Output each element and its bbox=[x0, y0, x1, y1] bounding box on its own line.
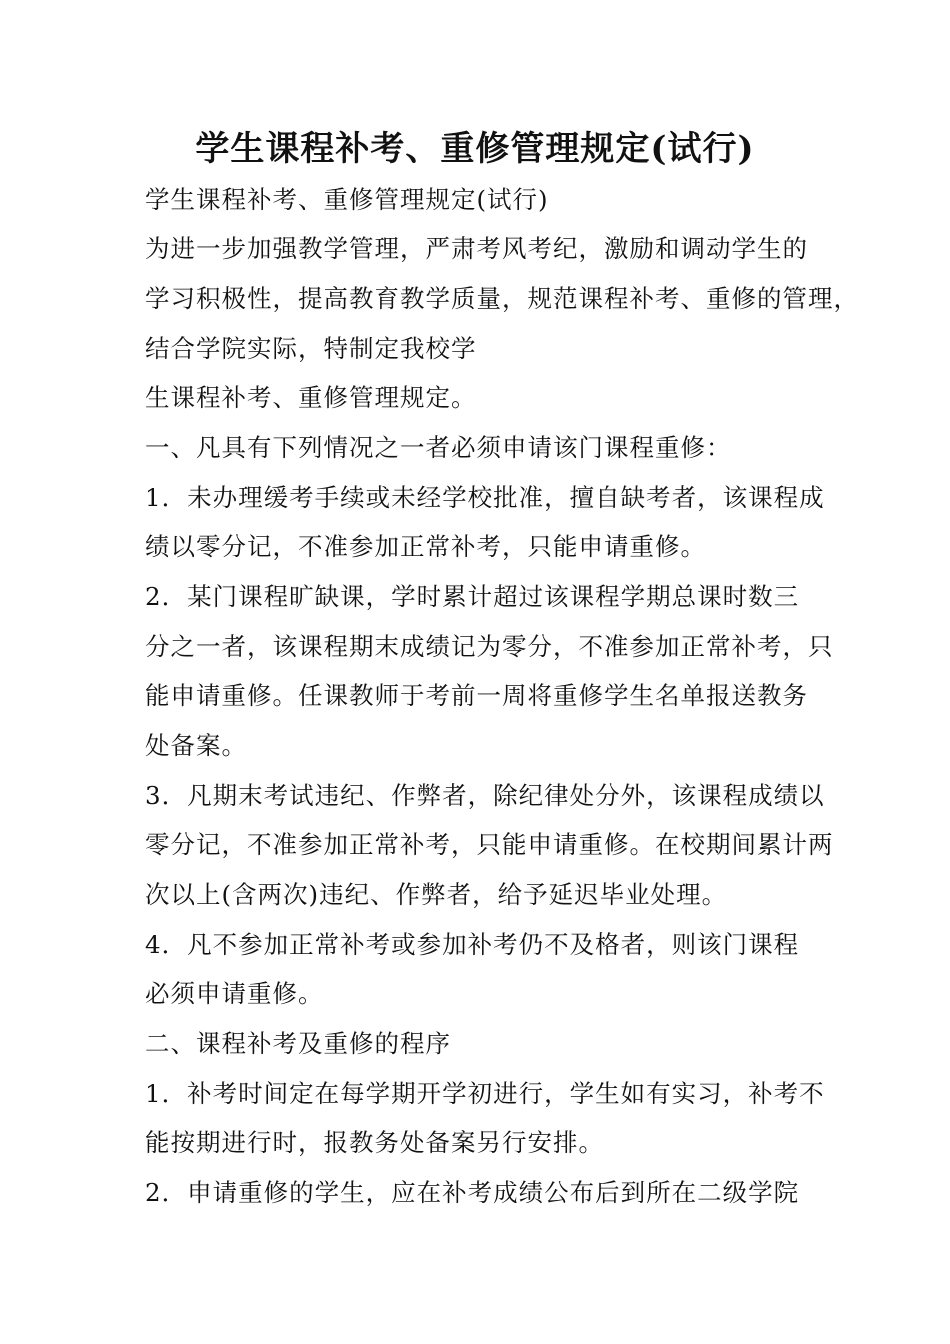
section-heading: 一、凡具有下列情况之一者必须申请该门课程重修： bbox=[145, 433, 732, 462]
text-line: 必须申请重修。 bbox=[145, 979, 324, 1008]
text-line: 为进一步加强教学管理，严肃考风考纪，激励和调动学生的 bbox=[145, 234, 808, 263]
text-line: 处备案。 bbox=[145, 731, 247, 760]
document-title: 学生课程补考、重修管理规定(试行) bbox=[195, 129, 755, 169]
text-line: 零分记，不准参加正常补考，只能申请重修。在校期间累计两 bbox=[145, 830, 834, 859]
list-item: 1．补考时间定在每学期开学初进行，学生如有实习，补考不 bbox=[145, 1079, 825, 1108]
text-line: 学生课程补考、重修管理规定(试行) bbox=[145, 185, 549, 214]
text-line: 绩以零分记，不准参加正常补考，只能申请重修。 bbox=[145, 532, 706, 561]
list-item: 2．某门课程旷缺课，学时累计超过该课程学期总课时数三 bbox=[145, 582, 800, 611]
text-line: 结合学院实际，特制定我校学 bbox=[145, 334, 477, 363]
list-item: 4．凡不参加正常补考或参加补考仍不及格者，则该门课程 bbox=[145, 930, 800, 959]
text-line: 生课程补考、重修管理规定。 bbox=[145, 383, 477, 412]
list-item: 1．未办理缓考手续或未经学校批准，擅自缺考者，该课程成 bbox=[145, 483, 825, 512]
text-line: 学习积极性，提高教育教学质量，规范课程补考、重修的管理， bbox=[145, 284, 859, 313]
list-item: 3．凡期末考试违纪、作弊者，除纪律处分外，该课程成绩以 bbox=[145, 781, 825, 810]
text-line: 能按期进行时，报教务处备案另行安排。 bbox=[145, 1128, 604, 1157]
text-line: 次以上(含两次)违纪、作弊者，给予延迟毕业处理。 bbox=[145, 880, 728, 909]
list-item: 2．申请重修的学生，应在补考成绩公布后到所在二级学院 bbox=[145, 1178, 800, 1207]
text-line: 能申请重修。任课教师于考前一周将重修学生名单报送教务 bbox=[145, 681, 808, 710]
text-line: 分之一者，该课程期末成绩记为零分，不准参加正常补考，只 bbox=[145, 632, 834, 661]
section-heading: 二、课程补考及重修的程序 bbox=[145, 1029, 451, 1058]
